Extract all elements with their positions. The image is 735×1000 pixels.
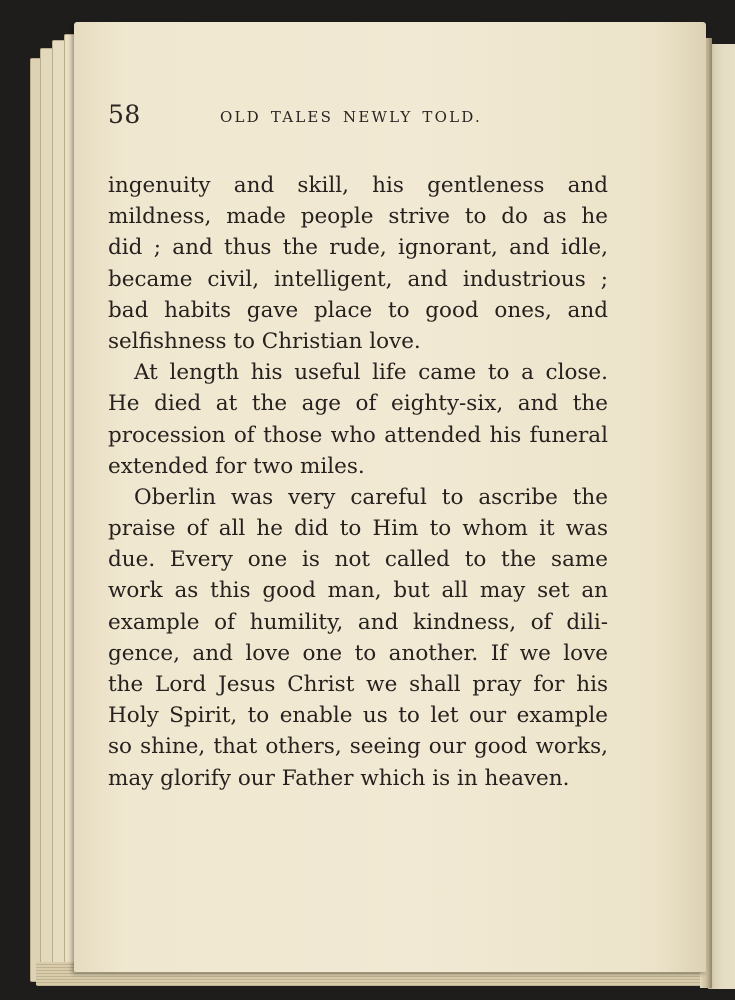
text-line: extended for two miles. (108, 453, 365, 479)
body-text (108, 170, 608, 794)
facing-page (708, 44, 735, 989)
text-line: selfishness to Christian love. (108, 328, 421, 354)
text-line: did ; and thus the rude, ignorant, and idle, (108, 235, 608, 261)
page-header (108, 100, 588, 140)
text-line: became civil, intelligent, and industrious ; (108, 266, 608, 292)
text-line: may glorify our Father which is in heaven. (108, 765, 570, 791)
text-line: the Lord Jesus Christ we shall pray for his (108, 672, 608, 697)
paragraph (108, 170, 608, 357)
text-line: At length his useful life came to a close. (134, 360, 608, 386)
page-number: 58 (108, 100, 141, 129)
running-title: OLD TALES NEWLY TOLD. (220, 108, 482, 126)
text-line: Holy Spirit, to enable us to let our example (108, 703, 608, 729)
text-line: praise of all he did to Him to whom it was (108, 516, 608, 542)
text-line: ingenuity and skill, his gentleness and (108, 173, 608, 198)
text-line: procession of those who attended his funeral (108, 422, 608, 448)
text-line: Oberlin was very careful to ascribe the (134, 484, 608, 510)
text-line: mildness, made people strive to do as he (108, 204, 608, 230)
text-line: example of humility, and kindness, of dili- (108, 609, 608, 635)
text-line: bad habits gave place to good ones, and (108, 297, 608, 323)
paragraph (108, 357, 608, 482)
text-line: due. Every one is not called to the same (108, 547, 608, 573)
paragraph (108, 482, 608, 794)
text-line: gence, and love one to another. If we love (108, 640, 608, 666)
text-line: He died at the age of eighty-six, and the (108, 391, 608, 417)
text-line: so shine, that others, seeing our good works, (108, 734, 608, 760)
text-line: work as this good man, but all may set an (108, 578, 608, 604)
